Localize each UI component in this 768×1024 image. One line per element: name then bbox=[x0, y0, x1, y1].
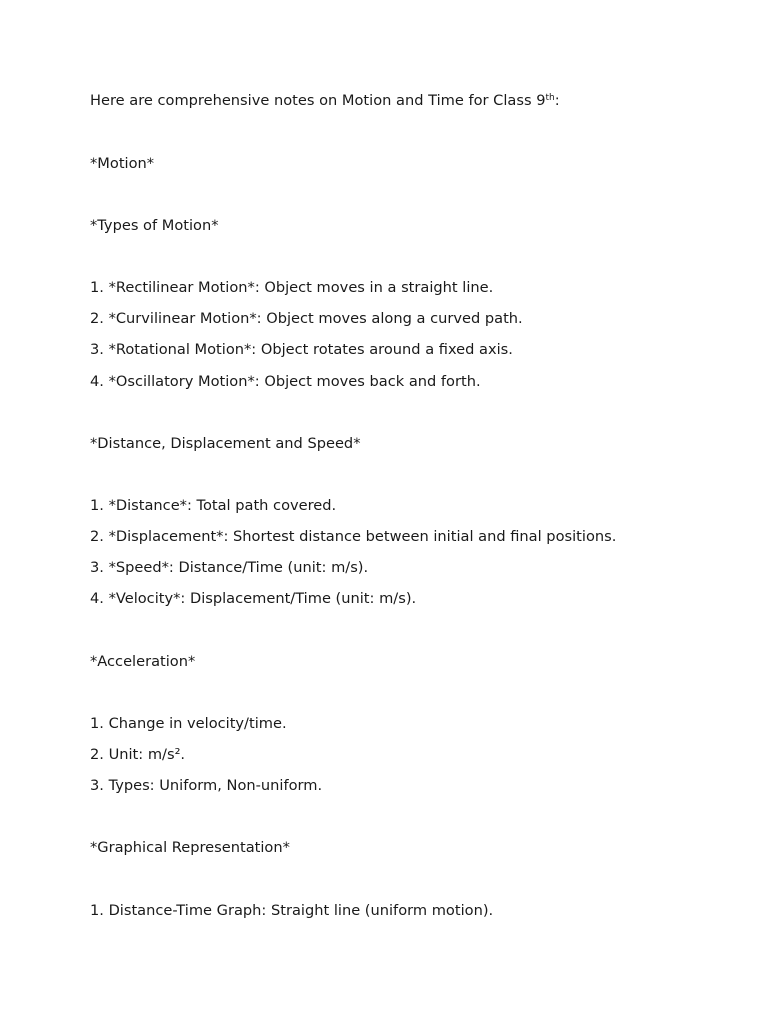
list-item: 3. *Rotational Motion*: Object rotates around a fixed axis. bbox=[90, 341, 513, 358]
list-item: 2. *Curvilinear Motion*: Object moves along a curved path. bbox=[90, 310, 523, 327]
graphical-representation-heading: *Graphical Representation* bbox=[90, 839, 290, 856]
list-item: 4. *Velocity*: Displacement/Time (unit: m/s). bbox=[90, 590, 417, 607]
intro-line bbox=[90, 92, 560, 110]
motion-heading: *Motion* bbox=[90, 155, 155, 172]
distance-section-heading: *Distance, Displacement and Speed* bbox=[90, 435, 361, 452]
list-item: 2. Unit: m/s². bbox=[90, 746, 186, 763]
intro-text: Here are comprehensive notes on Motion and Time for Class 9 bbox=[90, 92, 546, 109]
acceleration-heading: *Acceleration* bbox=[90, 653, 196, 670]
list-item: 1. Distance-Time Graph: Straight line (uniform motion). bbox=[90, 902, 494, 919]
list-item: 1. Change in velocity/time. bbox=[90, 715, 287, 732]
types-of-motion-heading: *Types of Motion* bbox=[90, 217, 219, 234]
list-item: 1. *Rectilinear Motion*: Object moves in a straight line. bbox=[90, 279, 494, 296]
list-item: 3. Types: Uniform, Non-uniform. bbox=[90, 777, 323, 794]
intro-suffix: : bbox=[554, 92, 560, 109]
list-item: 3. *Speed*: Distance/Time (unit: m/s). bbox=[90, 559, 369, 576]
list-item: 4. *Oscillatory Motion*: Object moves back and forth. bbox=[90, 373, 481, 390]
list-item: 2. *Displacement*: Shortest distance between initial and final positions. bbox=[90, 528, 617, 545]
intro-superscript: th bbox=[545, 93, 555, 103]
list-item: 1. *Distance*: Total path covered. bbox=[90, 497, 337, 514]
